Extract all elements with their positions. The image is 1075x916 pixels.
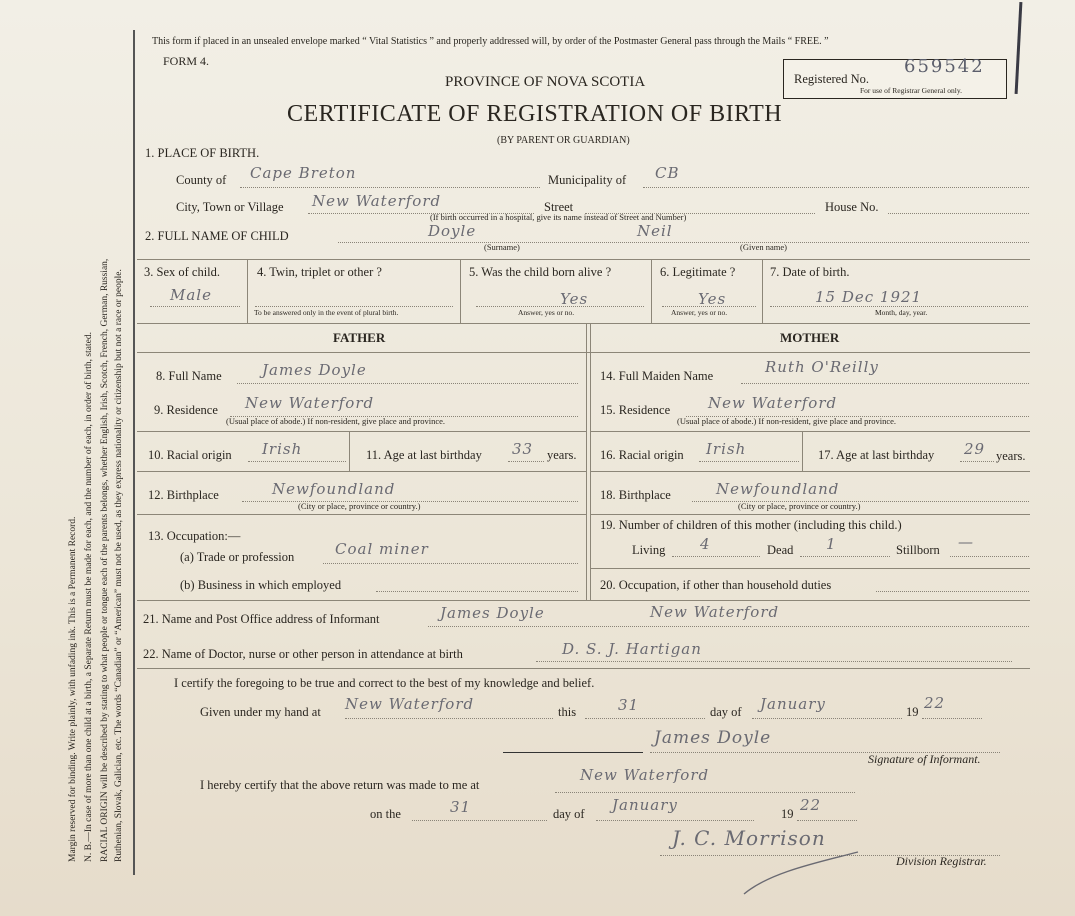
legitimate-label: 6. Legitimate ? — [660, 265, 736, 279]
registrar-statement: I hereby certify that the above return was made to me at — [200, 778, 480, 792]
father-name-value: James Doyle — [262, 361, 367, 379]
registrar-caption: Division Registrar. — [896, 854, 987, 868]
father-racial-value: Irish — [262, 440, 303, 458]
registrar-signature-flourish — [730, 850, 860, 900]
surname-caption: (Surname) — [484, 242, 520, 252]
registrar-day-of-label: day of — [553, 807, 585, 821]
father-business-label: (b) Business in which employed — [180, 578, 342, 592]
father-heading: FATHER — [333, 330, 386, 345]
informant-address: New Waterford — [650, 603, 780, 621]
mother-children-label: 19. Number of children of this mother (including this child.) — [600, 518, 902, 532]
pen-stroke — [1015, 2, 1023, 94]
living-label: Living — [632, 543, 666, 557]
page-title: CERTIFICATE OF REGISTRATION OF BIRTH — [287, 101, 783, 127]
date-of-birth-note: Month, day, year. — [875, 308, 928, 317]
mother-name-label: 14. Full Maiden Name — [600, 369, 714, 383]
province-heading: PROVINCE OF NOVA SCOTIA — [445, 74, 646, 90]
informant-name: James Doyle — [440, 604, 545, 622]
mother-age-unit: years. — [996, 449, 1026, 463]
father-birthplace-label: 12. Birthplace — [148, 488, 219, 502]
father-residence-note: (Usual place of abode.) If non-resident, give place and province. — [226, 416, 446, 426]
dead-value: 1 — [826, 535, 837, 553]
place-of-birth-heading: 1. PLACE OF BIRTH. — [145, 146, 260, 160]
child-surname: Doyle — [428, 222, 477, 240]
registration-box — [783, 56, 1007, 99]
municipality-value: CB — [655, 164, 680, 182]
sex-label: 3. Sex of child. — [144, 265, 221, 279]
given-name-caption: (Given name) — [740, 242, 787, 252]
stillborn-label: Stillborn — [896, 543, 940, 557]
registration-note: For use of Registrar General only. — [860, 86, 962, 95]
mother-birthplace-label: 18. Birthplace — [600, 488, 671, 502]
side-notes — [60, 40, 140, 870]
date-of-birth-value: 15 Dec 1921 — [815, 288, 923, 306]
certification-day-of-label: day of — [710, 705, 742, 719]
hospital-note: (If birth occurred in a hospital, give its name instead of Street and Number) — [430, 212, 687, 222]
given-place-value: New Waterford — [345, 695, 475, 713]
father-age-label: 11. Age at last birthday — [366, 448, 482, 462]
registrar-year-prefix: 19 — [781, 807, 794, 821]
city-label: City, Town or Village — [176, 200, 284, 214]
informant-label: 21. Name and Post Office address of Informant — [143, 612, 380, 626]
certification-year-prefix: 19 — [906, 705, 919, 719]
form-number: FORM 4. — [163, 54, 210, 68]
informant-signature-caption: Signature of Informant. — [868, 752, 981, 766]
alive-value: Yes — [560, 290, 589, 308]
father-residence-label: 9. Residence — [154, 403, 218, 417]
living-value: 4 — [700, 535, 711, 553]
mother-residence-value: New Waterford — [708, 394, 838, 412]
mother-racial-label: 16. Racial origin — [600, 448, 684, 462]
child-given-name: Neil — [637, 222, 673, 240]
county-value: Cape Breton — [250, 164, 357, 182]
given-under-label: Given under my hand at — [200, 705, 321, 719]
registrar-signature: J. C. Morrison — [672, 826, 826, 850]
mother-birthplace-value: Newfoundland — [716, 480, 840, 498]
mother-occupation-label: 20. Occupation, if other than household duties — [600, 578, 832, 592]
sex-value: Male — [170, 286, 212, 304]
street-label: Street — [544, 200, 574, 214]
child-name-label: 2. FULL NAME OF CHILD — [145, 229, 289, 243]
certification-year-value: 22 — [924, 694, 946, 712]
father-residence-value: New Waterford — [245, 394, 375, 412]
father-birthplace-note: (City or place, province or country.) — [298, 501, 421, 511]
this-label: this — [558, 705, 577, 719]
mother-name-value: Ruth O'Reilly — [765, 358, 879, 376]
father-racial-label: 10. Racial origin — [148, 448, 232, 462]
stillborn-value: — — [958, 533, 974, 551]
father-trade-value: Coal miner — [335, 540, 429, 558]
house-label: House No. — [825, 200, 879, 214]
legitimate-value: Yes — [698, 290, 727, 308]
registration-label: Registered No. — [794, 72, 869, 86]
registrar-on-the-label: on the — [370, 807, 401, 821]
alive-label: 5. Was the child born alive ? — [469, 265, 612, 279]
father-age-value: 33 — [512, 440, 534, 458]
doctor-value: D. S. J. Hartigan — [562, 640, 702, 658]
mother-birthplace-note: (City or place, province or country.) — [738, 501, 861, 511]
father-name-label: 8. Full Name — [156, 369, 222, 383]
registrar-place-value: New Waterford — [580, 766, 710, 784]
side-note-1: Margin reserved for binding. Write plainly, with unfading ink. This is a Permanent Record. — [68, 516, 78, 862]
mother-residence-note: (Usual place of abode.) If non-resident, give place and province. — [677, 416, 897, 426]
page-subtitle: (BY PARENT OR GUARDIAN) — [497, 135, 630, 146]
date-of-birth-label: 7. Date of birth. — [770, 265, 850, 279]
certification-day-value: 31 — [618, 696, 640, 714]
certification-statement: I certify the foregoing to be true and correct to the best of my knowledge and belief. — [174, 676, 595, 690]
legitimate-note: Answer, yes or no. — [671, 308, 728, 317]
father-occupation-label: 13. Occupation:— — [148, 529, 241, 543]
twin-note: To be answered only in the event of plural birth. — [254, 308, 399, 317]
doctor-label: 22. Name of Doctor, nurse or other person in attendance at birth — [143, 647, 463, 661]
mother-residence-label: 15. Residence — [600, 403, 671, 417]
informant-signature: James Doyle — [654, 728, 772, 748]
side-note-2: N. B.—In case of more than one child at a birth, a Separate Return must be made for each, and the number of each, in order of birth, stated. — [84, 332, 94, 862]
father-age-unit: years. — [547, 448, 577, 462]
mother-age-label: 17. Age at last birthday — [818, 448, 935, 462]
mother-heading: MOTHER — [780, 330, 840, 345]
certification-month-value: January — [760, 695, 826, 713]
dead-label: Dead — [767, 543, 794, 557]
registration-number: 659542 — [904, 56, 985, 77]
city-value: New Waterford — [312, 192, 442, 210]
mother-racial-value: Irish — [706, 440, 747, 458]
father-trade-label: (a) Trade or profession — [180, 550, 295, 564]
mail-notice: This form if placed in an unsealed envelope marked “ Vital Statistics ” and properly addressed will, by order of the Postmaster General pass through the Mails “ FREE. ” — [152, 36, 829, 47]
alive-note: Answer, yes or no. — [518, 308, 575, 317]
twin-label: 4. Twin, triplet or other ? — [257, 265, 382, 279]
side-note-3: RACIAL ORIGIN will be described by stating to what people or tongue each of the parents belongs, whether English, Irish, Scotch, French, German, Russian, — [100, 258, 110, 862]
father-birthplace-value: Newfoundland — [272, 480, 396, 498]
registrar-day-value: 31 — [450, 798, 472, 816]
registrar-month-value: January — [612, 796, 678, 814]
registrar-year-value: 22 — [800, 796, 822, 814]
side-note-4: Ruthenian, Slovak, Galician, etc. The words “Canadian” or “American” must not be used, as they express nationality or citizenship but not a race or people. — [114, 269, 124, 862]
county-label: County of — [176, 173, 227, 187]
mother-age-value: 29 — [964, 440, 986, 458]
municipality-label: Municipality of — [548, 173, 627, 187]
